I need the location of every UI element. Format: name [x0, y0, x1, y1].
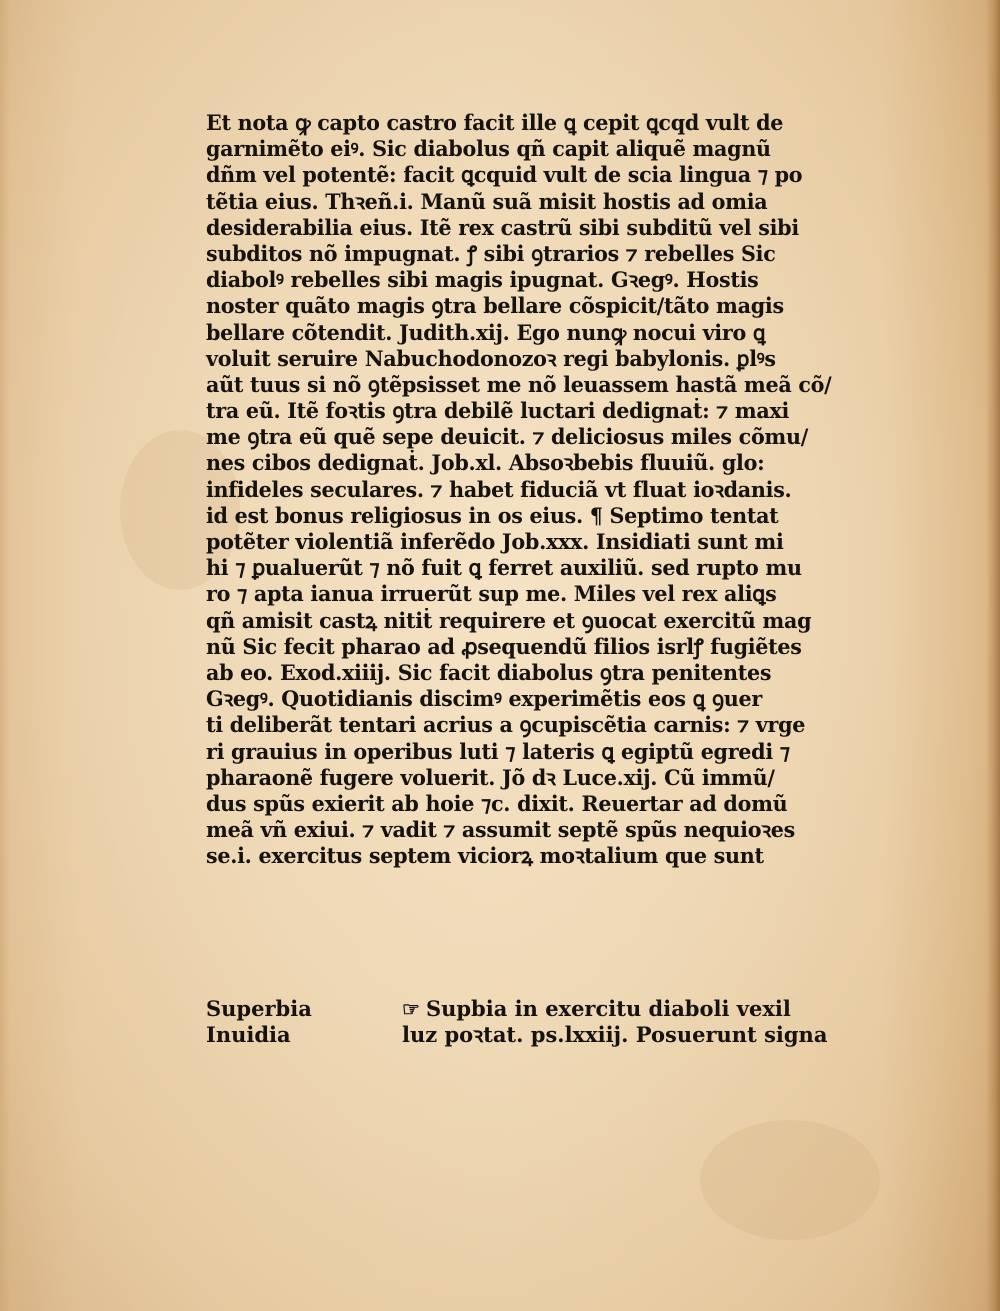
text-line: tẽtia eius. Thꝛeñ.i. Manũ suã misit hostis ad omia: [206, 188, 768, 214]
text-line: dñm vel potentẽ: facit ꝗcquid vult de scia lingua ⁊ po: [206, 162, 803, 188]
paper-stain: [700, 1120, 880, 1240]
text-line: pharaonẽ fugere voluerit. Jõ dꝛ Luce.xij. Cũ immũ/: [206, 764, 775, 790]
text-line: qñ amisit castꝝ nitiṫ requirere et ꝯuocat exercitũ mag: [206, 607, 812, 633]
text-line: ti deliberãt tentari acrius a ꝯcupiscẽtia carnis: ⁊ vrge: [206, 712, 806, 738]
page-edge-left: [0, 0, 10, 1311]
text-line: voluit seruire Nabuchodonozoꝛ regi babylonis. ꝑlꝰs: [206, 345, 776, 371]
gloss-text-row: [402, 996, 791, 1022]
text-line: Et nota ꝙ capto castro facit ille ꝗ cepit ꝗcqd vult de: [206, 110, 784, 135]
text-line: potẽter violentiã inferẽdo Job.xxx. Insidiati sunt mi: [206, 529, 784, 554]
text-line: ab eo. Exod.xiiij. Sic facit diabolus ꝯtra penitentes: [206, 659, 772, 685]
text-line: diabolꝰ rebelles sibi magis ipugnat. Gꝛegꝰ. Hostis: [206, 267, 759, 293]
text-line: me ꝯtra eũ quẽ sepe deuicit. ⁊ deliciosus miles cõmu/: [206, 424, 809, 450]
gloss-text: luz poꝛtat. ps.lxxiij. Posuerunt signa: [402, 1022, 828, 1048]
text-line: infideles seculares. ⁊ habet fiduciã vt fluat ioꝛdanis.: [206, 476, 792, 502]
gloss-text: Supbia in exercitu diaboli vexil: [425, 996, 791, 1021]
text-line: noster quãto magis ꝯtra bellare cõspicit/tãto magis: [206, 293, 784, 319]
vice-list-columns: [206, 996, 856, 1048]
text-line: se.i. exercitus septem viciorꝝ moꝛtalium que sunt: [206, 843, 764, 869]
column-row: [206, 996, 856, 1022]
text-line: ri grauius in operibus luti ⁊ lateris ꝗ egiptũ egredi ⁊: [206, 738, 790, 764]
text-line: aũt tuus si nõ ꝯtẽpsisset me nõ leuassem hastã meã cõ/: [206, 371, 832, 397]
text-line: nũ Sic fecit pharao ad ꝓsequendũ filios isrlꝭ fugiẽtes: [206, 633, 802, 659]
pointing-hand-icon: ☞: [402, 997, 420, 1021]
text-line: hi ⁊ ꝑualuerũt ⁊ nõ fuit ꝗ ferret auxiliũ. sed rupto mu: [206, 555, 802, 581]
text-line: ro ⁊ apta ianua irruerũt sup me. Miles vel rex aliꝗs: [206, 581, 777, 607]
page-edge-right: [986, 0, 1000, 1311]
text-line: tra eũ. Itẽ foꝛtis ꝯtra debilẽ luctari dedignaṫ: ⁊ maxi: [206, 398, 790, 424]
text-line: desiderabilia eius. Itẽ rex castrũ sibi subditũ vel sibi: [206, 214, 799, 240]
main-text-block: [206, 110, 856, 869]
text-line: bellare cõtendit. Judith.xij. Ego nunꝙ nocui viro ꝗ: [206, 319, 766, 345]
text-line: dus spũs exierit ab hoie ⁊c. dixit. Reuertar ad domũ: [206, 790, 788, 816]
text-line: Gꝛegꝰ. Quotidianis discimꝰ experimẽtis eos ꝗ ꝯuer: [206, 686, 762, 712]
vice-name: Inuidia: [206, 1022, 291, 1048]
text-line: meã vñ exiui. ⁊ vadit ⁊ assumit septẽ spũs nequioꝛes: [206, 817, 795, 843]
text-line: subditos nõ impugnat. ꝭ sibi ꝯtrarios ⁊ rebelles Sic: [206, 240, 776, 266]
text-line: id est bonus religiosus in os eius. ¶ Septimo tentat: [206, 502, 779, 528]
column-row: [206, 1022, 856, 1048]
vice-name: Superbia: [206, 996, 312, 1021]
text-line: garnimẽto eiꝰ. Sic diabolus qñ capit aliquẽ magnũ: [206, 136, 771, 162]
text-line: nes cibos dedignaṫ. Job.xl. Absoꝛbebis fluuiũ. glo:: [206, 450, 765, 476]
